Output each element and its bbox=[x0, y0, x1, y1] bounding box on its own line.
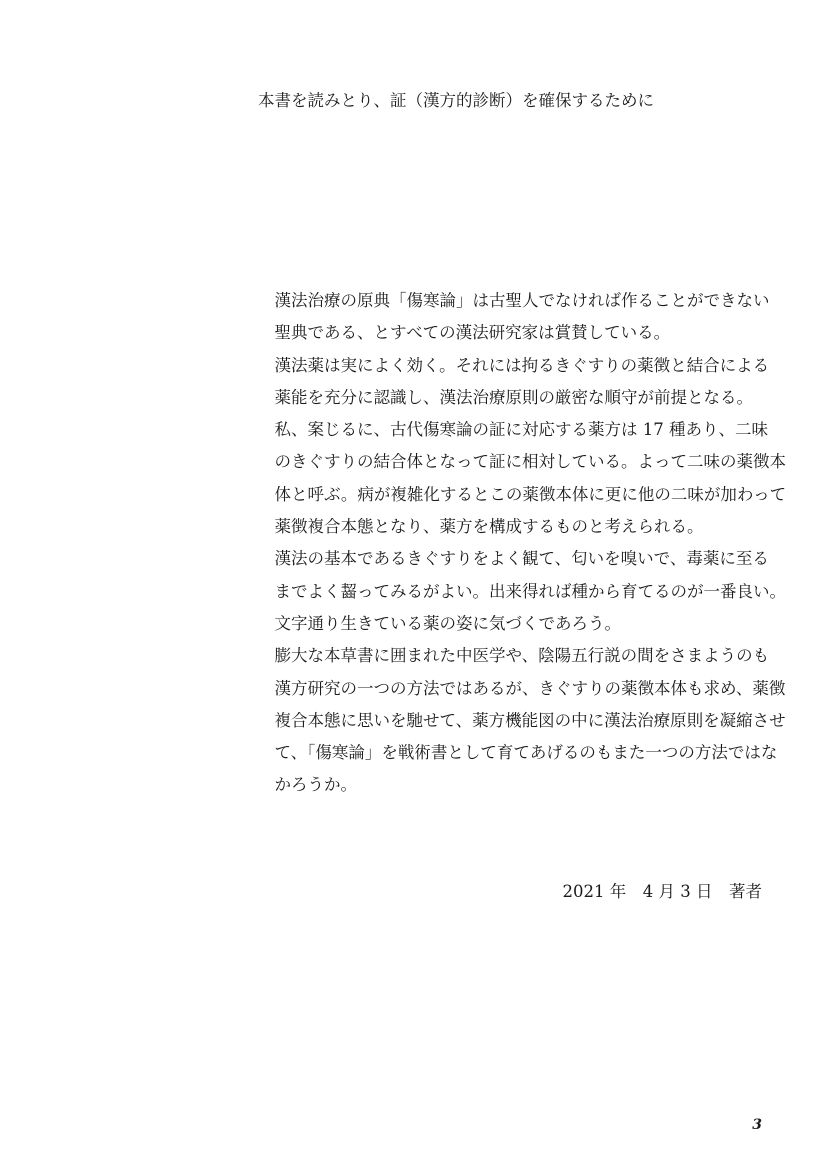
text-line: 私、案じるに、古代傷寒論の証に対応する薬方は 17 種あり、二味 bbox=[274, 420, 768, 440]
paragraph-2 bbox=[258, 350, 770, 415]
body-text bbox=[258, 285, 787, 802]
page-title: 本書を読みとり、証（漢方的診断）を確保するために bbox=[258, 91, 654, 110]
paragraph-1 bbox=[258, 285, 770, 350]
text-line: 薬能を充分に認識し、漢法治療原則の厳密な順守が前提となる。 bbox=[274, 387, 753, 407]
text-line: 漢法治療の原典「傷寒論」は古聖人でなければ作ることができない bbox=[274, 291, 770, 310]
text-line: 体と呼ぶ。病が複雑化するとこの薬徴本体に更に他の二味が加わって bbox=[274, 484, 787, 504]
paragraph-5 bbox=[258, 640, 786, 801]
text-line: 漢法の基本であるきぐすりをよく観て、匂いを嗅いで、毒薬に至る bbox=[274, 549, 769, 569]
text-line: のきぐすりの結合体となって証に相対している。よって二味の薬徴本 bbox=[274, 452, 786, 472]
page-number: 3 bbox=[752, 1117, 762, 1133]
text-line: 複合本態に思いを馳せて、薬方機能図の中に漢法治療原則を凝縮させ bbox=[274, 710, 786, 730]
paragraph-3 bbox=[258, 414, 787, 543]
text-line: までよく齧ってみるがよい。出来得れば種から育てるのが一番良い。 bbox=[274, 581, 786, 601]
paragraph-4 bbox=[258, 543, 786, 640]
text-line: 漢法薬は実によく効く。それには拘るきぐすりの薬徴と結合による bbox=[274, 355, 770, 375]
text-line: かろうか。 bbox=[274, 775, 357, 795]
signature-date: 2021 年 4 月 3 日 著者 bbox=[562, 882, 762, 901]
text-line: て、「傷寒論」を戦術書として育てあげるのもまた一つの方法ではな bbox=[274, 743, 778, 763]
text-line: 漢方研究の一つの方法ではあるが、きぐすりの薬徴本体も求め、薬徴 bbox=[274, 678, 786, 698]
text-line: 聖典である、とすべての漢法研究家は賞賛している。 bbox=[274, 323, 671, 343]
text-line: 膨大な本草書に囲まれた中医学や、陰陽五行説の間をさまようのも bbox=[274, 646, 770, 666]
text-line: 薬徴複合本態となり、薬方を構成するものと考えられる。 bbox=[274, 517, 704, 537]
text-line: 文字通り生きている薬の姿に気づくであろう。 bbox=[274, 613, 621, 633]
